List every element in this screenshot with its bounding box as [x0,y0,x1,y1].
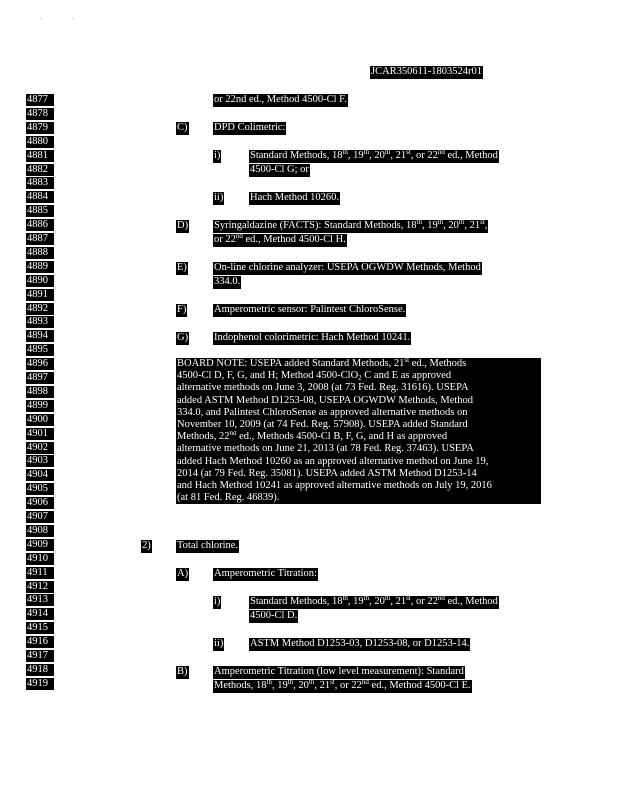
line-number: 4879 [26,122,54,134]
line-number: 4880 [26,136,54,148]
item-b-line2: Methods, 18th, 19th, 20th, 21st, or 22nd ed., Method 4500-Cl E. [214,678,471,691]
line-number: 4898 [26,386,54,398]
item-d-line1: Syringaldazine (FACTS): Standard Methods, 18th, 19th, 20th, 21st, [214,218,488,231]
item-a-text: Amperometric Titration: [214,568,317,579]
board-note-line: added Hach Method 10260 as an approved alternative method on June 19, [177,455,489,467]
board-note-line: (at 81 Fed. Reg. 46839). [177,492,280,504]
item-e-line1: On-line chlorine analyzer: USEPA OGWDW Methods, Method [214,262,481,273]
line-number: 4908 [26,525,54,537]
document-id: JCAR350611-1803524r01 [371,66,483,77]
item-a-ii-label: ii) [214,638,224,649]
line-number: 4912 [26,581,54,593]
line-number: 4917 [26,650,54,662]
board-note-line: 334.0, and Palintest ChloroSense as approved alternative methods on [177,406,468,418]
board-note-line: Methods, 22nd ed., Methods 4500-Cl B, F, G, and H as approved [177,431,448,443]
line-number: 4918 [26,664,54,676]
line-number: 4890 [26,275,54,287]
line-number: 4902 [26,442,54,454]
line-number: 4895 [26,344,54,356]
line-number: 4914 [26,608,54,620]
line-number: 4899 [26,400,54,412]
board-note-line: alternative methods on June 21, 2013 (at 78 Fed. Reg. 37463). USEPA [177,443,474,455]
board-note-line: November 10, 2009 (at 74 Fed. Reg. 57908). USEPA added Standard [177,419,468,431]
item-c-i-line2: 4500-Cl G; or [250,164,309,175]
item-g-label: G) [177,332,189,343]
line-number: 4915 [26,622,54,634]
line-number: 4891 [26,289,54,301]
line-number: 4919 [26,678,54,690]
line-number: 4886 [26,219,54,231]
line-number: 4882 [26,164,54,176]
line-number: 4910 [26,553,54,565]
line-number: 4907 [26,511,54,523]
line-number: 4877 [26,94,54,106]
item-c-ii-text: Hach Method 10260. [250,192,339,203]
line-number: 4893 [26,316,54,328]
item-d-label: D) [177,220,189,231]
board-note-line: alternative methods on June 3, 2008 (at 73 Fed. Reg. 31616). USEPA [177,382,469,394]
item-a-ii-text: ASTM Method D1253-03, D1253-08, or D1253-14. [250,638,470,649]
item-c-ii-label: ii) [214,192,224,203]
line-number: 4904 [26,469,54,481]
item-c-i-line1: Standard Methods, 18th, 19th, 20th, 21st, or 22nd ed., Method [250,148,498,161]
line-number: 4909 [26,539,54,551]
item-2-text: Total chlorine. [177,540,239,551]
line-number: 4894 [26,330,54,342]
line-number: 4905 [26,483,54,495]
item-a-i-label: i) [214,596,221,607]
board-note-line: BOARD NOTE: USEPA added Standard Methods, 21st ed., Methods [177,358,467,369]
item-a-i-line2: 4500-Cl D. [250,610,298,621]
item-b-line1: Amperometric Titration (low level measurement): Standard [214,666,464,677]
item-g-text: Indophenol colorimetric: Hach Method 10241. [214,332,411,343]
line-number: 4906 [26,497,54,509]
board-note-line: 2014 (at 79 Fed. Reg. 35081). USEPA added ASTM Method D1253-14 [177,467,477,479]
item-a-label: A) [177,568,189,579]
line-number: 4900 [26,414,54,426]
item-d-line2: or 22nd ed., Method 4500-Cl H. [214,232,346,245]
item-f-label: F) [177,304,187,315]
line-number: 4892 [26,303,54,315]
line-number: 4883 [26,177,54,189]
item-f-text: Amperometric sensor: Palintest ChloroSense. [214,304,406,315]
line-number: 4897 [26,372,54,384]
board-note-line: added ASTM Method D1253-08, USEPA OGWDW Methods, Method [177,394,474,406]
board-note-line: 4500-Cl D, F, G, and H; Method 4500-ClO$_2$ C and E as approved [177,370,452,383]
line-number: 4911 [26,567,54,579]
line-number: 4881 [26,150,54,162]
line-number: 4889 [26,261,54,273]
item-a-i-line1: Standard Methods, 18th, 19th, 20th, 21st, or 22nd ed., Method [250,594,498,607]
board-note [176,358,541,504]
line-number: 4878 [26,108,54,120]
line-number: 4916 [26,636,54,648]
line-number: 4896 [26,358,54,370]
item-c-i-label: i) [214,150,221,161]
item-b-label: B) [177,666,188,677]
board-note-line: and Hach Method 10241 as approved alternative methods on July 19, 2016 [177,480,492,492]
line-number: 4913 [26,594,54,606]
item-c-label: C) [177,122,188,133]
item-c-text: DPD Colimetric: [214,122,286,133]
item-e-label: E) [177,262,187,273]
line-number: 4901 [26,428,54,440]
line-number: 4903 [26,455,54,467]
item-2-label: 2) [142,540,151,551]
line-4877-text: or 22nd ed., Method 4500-Cl F. [214,94,347,105]
item-e-line2: 334.0. [214,276,241,287]
line-number: 4885 [26,205,54,217]
line-number: 4884 [26,191,54,203]
line-number: 4887 [26,233,54,245]
line-number: 4888 [26,247,54,259]
